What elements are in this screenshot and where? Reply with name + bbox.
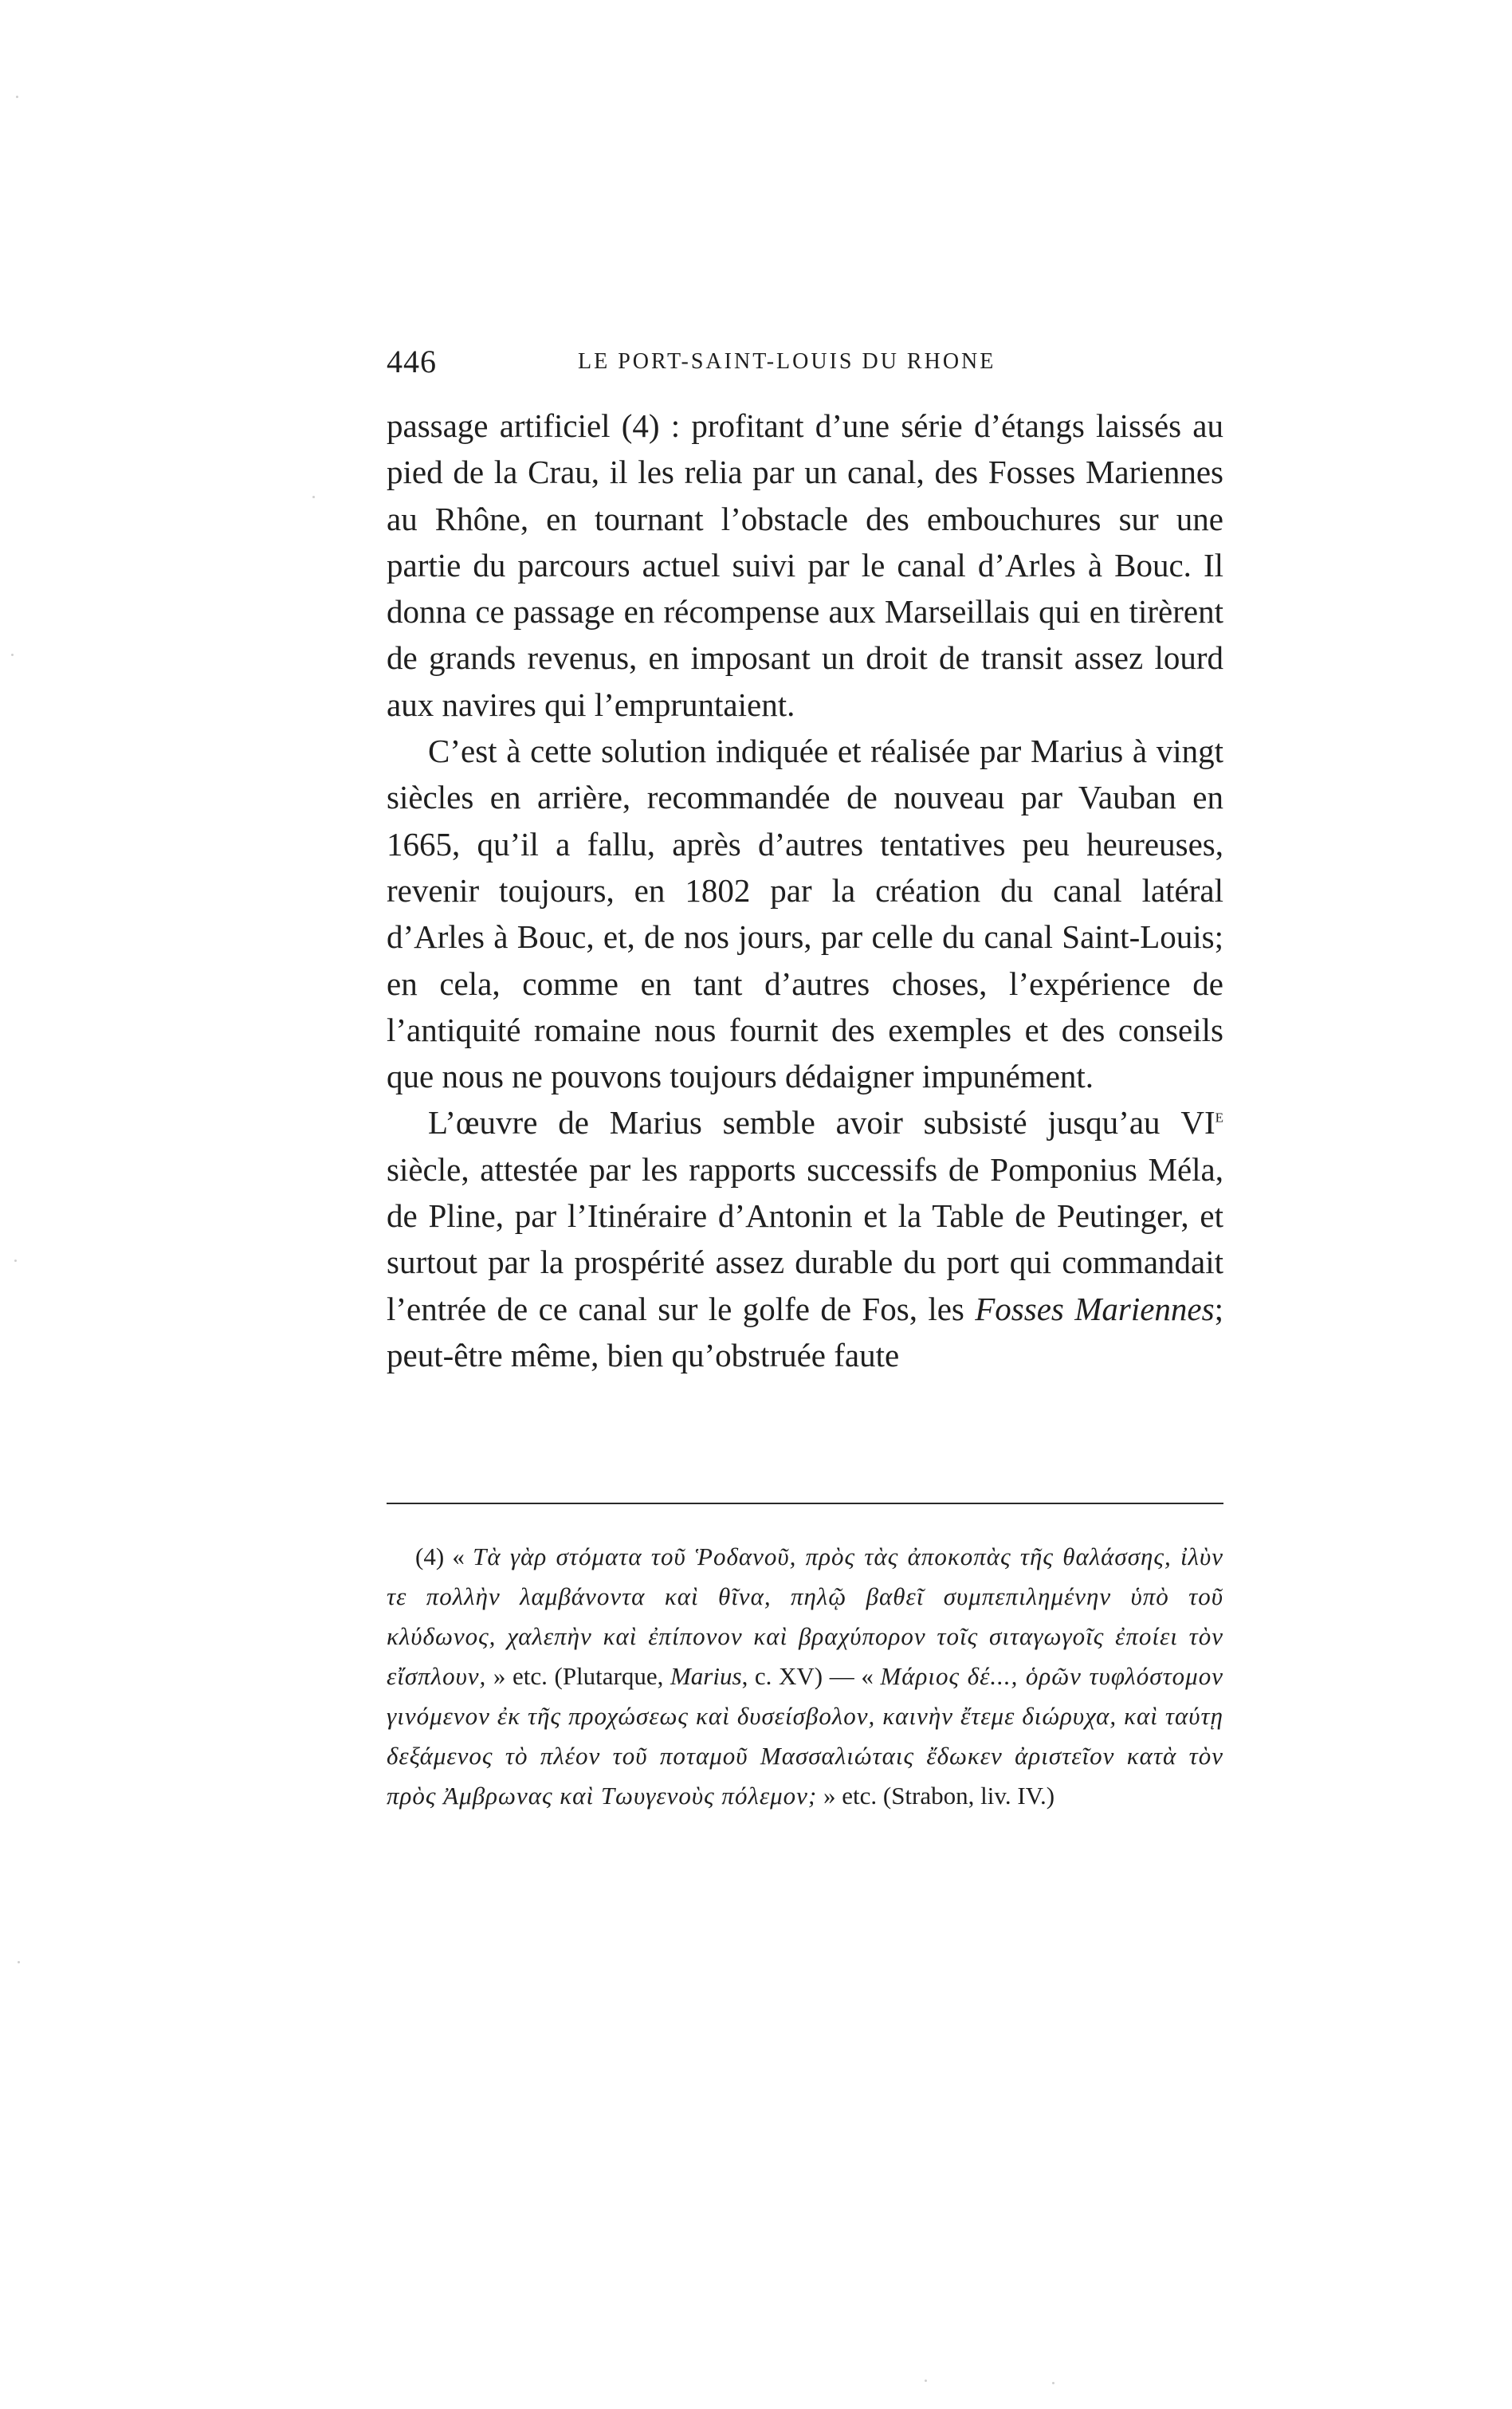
running-title: LE PORT-SAINT-LOUIS DU RHONE	[578, 349, 996, 374]
paragraph-3-start: L’œuvre de Marius semble avoir subsisté jusqu’au	[428, 1104, 1181, 1142]
paragraph-2: C’est à cette solution indiquée et réalisée par Marius à vingt siècles en arrière, recommandée de nouveau par Vauban en 1665, qu’il a fallu, après d’autres tentatives peu heureuses, revenir toujours, en 1802 par la création du canal latéral d’Arles à Bouc, et, de nos jours, par celle du canal Saint-Louis; en cela, comme en tant d’autres choses, l’expérience de l’antiquité romaine nous fournit des exemples et des conseils que nous ne pouvons toujours dédaigner impunément.	[387, 733, 1223, 1095]
footnote-4	[387, 1537, 1223, 1816]
page-number: 446	[387, 344, 437, 379]
scan-speck	[16, 96, 18, 98]
main-text	[387, 403, 1223, 1378]
scan-speck	[1052, 2382, 1054, 2384]
footnote-greek-strabo: Μάριος δέ..., ὁρῶν τυφλόστομον γινόμενον ἐκ τῆς προχώσεως καὶ δυσείσβολον, καινὴν ἔτεμε διώρυχα, καὶ ταύτῃ δεξάμενος τὸ πλέον τοῦ ποταμοῦ Μασσαλιώταις ἔδωκεν ἀριστεῖον κατὰ τὸν πρὸς Ἀμβρωνας καὶ Τωυγενοὺς πόλεμον;	[387, 1662, 1223, 1810]
page-header	[387, 343, 1128, 391]
paragraph-1: passage artificiel (4) : profitant d’une série d’étangs laissés au pied de la Crau, il les relia par un canal, des Fosses Mariennes au Rhône, en tournant l’obstacle des embouchures sur une partie du parcours actuel suivi par le canal d’Arles à Bouc. Il donna ce passage en récompense aux Marseillais qui en tirèrent de grands revenus, en imposant un droit de transit assez lourd aux navires qui l’empruntaient.	[387, 407, 1223, 723]
scan-speck	[11, 654, 14, 656]
footnote-marker: (4) «	[415, 1542, 473, 1570]
scan-speck	[14, 1260, 17, 1262]
scan-speck	[312, 496, 315, 498]
footnote-greek-plutarch: Τὰ γὰρ στόματα τοῦ Ῥοδανοῦ, πρὸς τὰς ἀποκοπὰς τῆς θαλάσσης, ἰλὺν τε πολλὴν λαμβάνοντα καὶ θῖνα, πηλῷ βαθεῖ συμπεπιλημένην ὑπὸ τοῦ κλύδωνος, χαλεπὴν καὶ ἐπίπονον καὶ βραχύπορον τοῖς σιταγωγοῖς ἐποίει τὸν εἴσπλουν,	[387, 1542, 1223, 1690]
scan-speck	[18, 1961, 20, 1963]
fosses-mariennes-italic: Fosses Mariennes	[975, 1290, 1215, 1327]
paragraph-3-middle: siècle, attestée par les rapports successifs de Pomponius Méla, de Pline, par l’Itinéraire d’Antonin et la Table de Peutinger, et surtout par la prospérité assez durable du port qui commandait l’entrée de ce canal sur le golfe de Fos, les	[387, 1150, 1223, 1327]
paragraph-3-end: ; peut-être même, bien qu’obstruée faute	[387, 1290, 1223, 1373]
footnote-citation-mid: , c. XV) — «	[741, 1662, 881, 1690]
footnote-citation-start: » etc. (Plutarque,	[486, 1662, 670, 1690]
paragraph-3	[387, 1099, 1223, 1378]
footnote-divider	[387, 1503, 1223, 1504]
footnote-marius-italic: Marius	[670, 1662, 742, 1690]
footnote-citation-end: » etc. (Strabon, liv. IV.)	[817, 1782, 1055, 1810]
century-numeral: VIe	[1180, 1104, 1223, 1142]
scan-speck	[925, 2380, 927, 2382]
footnotes	[387, 1537, 1223, 1816]
